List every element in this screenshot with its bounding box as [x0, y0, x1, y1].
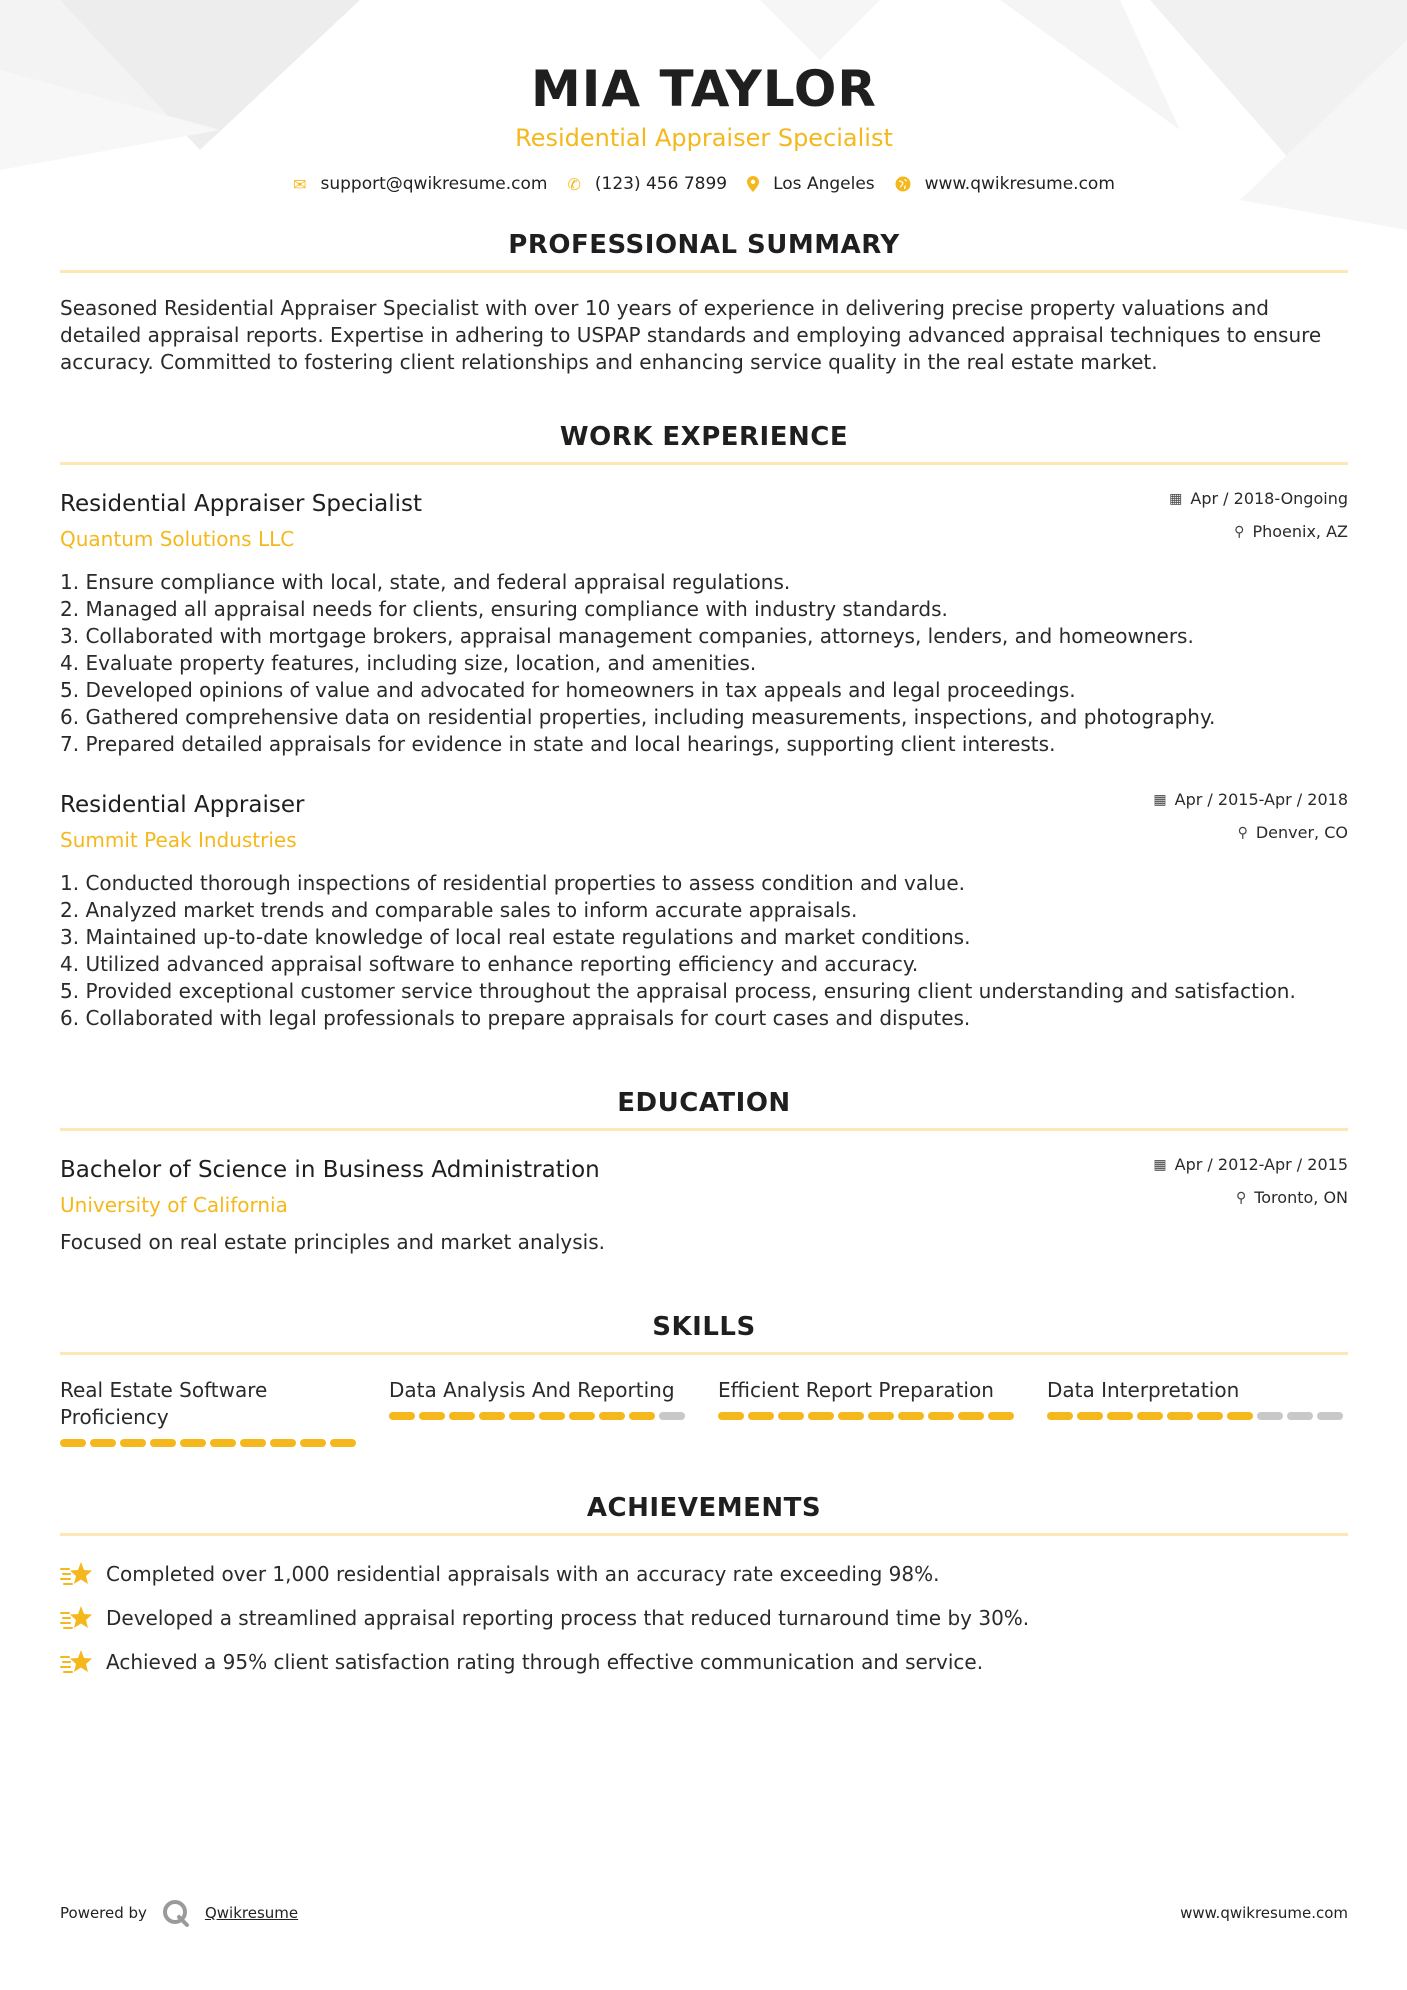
achievement-text: Developed a streamlined appraisal reporting process that reduced turnaround time by 30%. — [106, 1606, 1030, 1630]
skill-level-segment — [240, 1439, 266, 1447]
contact-phone[interactable] — [567, 174, 727, 194]
globe-icon — [895, 176, 911, 192]
summary-heading: PROFESSIONAL SUMMARY — [60, 230, 1348, 273]
skill-level-bar — [60, 1439, 360, 1447]
skill-level-segment — [1167, 1412, 1193, 1420]
education-heading: EDUCATION — [60, 1088, 1348, 1131]
phone-icon: ✆ — [567, 174, 581, 194]
achievement-text: Completed over 1,000 residential appraisals with an accuracy rate exceeding 98%. — [106, 1562, 940, 1586]
star-icon — [60, 1603, 94, 1633]
calendar-icon: ▦ — [1169, 491, 1183, 507]
brand-link[interactable]: Qwikresume — [204, 1904, 299, 1922]
star-icon — [60, 1559, 94, 1589]
skill-level-segment — [509, 1412, 535, 1420]
skill-level-segment — [868, 1412, 894, 1420]
resume-page — [60, 0, 1348, 1684]
achievement-item — [60, 1596, 1348, 1640]
skill-name: Real Estate Software Proficiency — [60, 1378, 268, 1429]
skill-level-segment — [718, 1412, 744, 1420]
education-entry — [60, 1155, 1348, 1256]
skill-item — [389, 1377, 689, 1447]
work-entries — [60, 489, 1348, 1032]
skill-name: Data Interpretation — [1047, 1378, 1240, 1402]
school: University of California — [60, 1193, 288, 1217]
pushpin-icon: ⚲ — [1234, 524, 1245, 540]
contact-bar — [60, 174, 1348, 194]
skill-level-segment — [90, 1439, 116, 1447]
skill-level-segment — [808, 1412, 834, 1420]
work-entry — [60, 790, 1348, 1032]
skill-level-segment — [1317, 1412, 1343, 1420]
footer — [60, 1898, 1348, 1928]
powered-by-label: Powered by — [60, 1904, 147, 1922]
job-bullet: 2. Analyzed market trends and comparable sales to inform accurate appraisals. — [60, 898, 858, 922]
qwikresume-logo — [161, 1898, 191, 1928]
website-text: www.qwikresume.com — [924, 174, 1115, 194]
skills-grid — [60, 1377, 1348, 1447]
work-section — [60, 422, 1348, 1032]
job-bullet: 2. Managed all appraisal needs for clients, ensuring compliance with industry standards. — [60, 597, 948, 621]
job-bullet: 4. Utilized advanced appraisal software to enhance reporting efficiency and accuracy. — [60, 952, 919, 976]
job-bullet: 5. Provided exceptional customer service throughout the appraisal process, ensuring client understanding and satisfaction. — [60, 979, 1296, 1003]
star-icon — [60, 1647, 94, 1677]
resume-header — [60, 0, 1348, 194]
job-bullet: 5. Developed opinions of value and advocated for homeowners in tax appeals and legal proceedings. — [60, 678, 1076, 702]
contact-email[interactable] — [293, 174, 547, 194]
summary-section — [60, 230, 1348, 376]
summary-text: Seasoned Residential Appraiser Specialist with over 10 years of experience in delivering precise property valuations and detailed appraisal reports. Expertise in adhering to USPAP standards and employing advanced appraisal techniques to ensure accuracy. Committed to fostering client relationships and enhancing service quality in the real estate market. — [60, 296, 1322, 374]
skill-level-segment — [150, 1439, 176, 1447]
job-location: Phoenix, AZ — [1252, 522, 1348, 541]
job-bullets — [60, 569, 1348, 758]
job-company: Summit Peak Industries — [60, 828, 297, 852]
skill-item — [718, 1377, 1018, 1447]
work-heading: WORK EXPERIENCE — [60, 422, 1348, 465]
skill-level-segment — [1197, 1412, 1223, 1420]
candidate-name: MIA TAYLOR — [531, 60, 877, 118]
skill-level-segment — [958, 1412, 984, 1420]
skill-level-segment — [449, 1412, 475, 1420]
job-bullet: 7. Prepared detailed appraisals for evidence in state and local hearings, supporting client interests. — [60, 732, 1056, 756]
skill-level-segment — [1227, 1412, 1253, 1420]
achievement-item — [60, 1640, 1348, 1684]
skill-level-segment — [599, 1412, 625, 1420]
job-bullet: 3. Collaborated with mortgage brokers, appraisal management companies, attorneys, lenders, and homeowners. — [60, 624, 1194, 648]
job-bullets — [60, 870, 1348, 1032]
skill-level-segment — [1137, 1412, 1163, 1420]
calendar-icon: ▦ — [1153, 792, 1167, 808]
phone-text: (123) 456 7899 — [594, 174, 728, 194]
work-entry — [60, 489, 1348, 758]
achievement-text: Achieved a 95% client satisfaction rating through effective communication and service. — [106, 1650, 984, 1674]
skill-level-segment — [778, 1412, 804, 1420]
job-bullet: 6. Gathered comprehensive data on residential properties, including measurements, inspections, and photography. — [60, 705, 1216, 729]
calendar-icon: ▦ — [1153, 1157, 1167, 1173]
job-bullet: 1. Conducted thorough inspections of residential properties to assess condition and value. — [60, 871, 965, 895]
envelope-icon: ✉ — [293, 174, 307, 194]
skill-level-segment — [1257, 1412, 1283, 1420]
job-role: Residential Appraiser Specialist — [60, 491, 423, 517]
skill-level-segment — [389, 1412, 415, 1420]
job-location: Denver, CO — [1255, 823, 1348, 842]
skill-level-segment — [569, 1412, 595, 1420]
skill-name: Data Analysis And Reporting — [389, 1378, 675, 1402]
achievements-section — [60, 1493, 1348, 1684]
email-text: support@qwikresume.com — [320, 174, 548, 194]
skill-level-segment — [300, 1439, 326, 1447]
skills-section — [60, 1312, 1348, 1447]
skill-level-segment — [270, 1439, 296, 1447]
education-location: Toronto, ON — [1254, 1188, 1348, 1207]
footer-website[interactable]: www.qwikresume.com — [1180, 1904, 1348, 1922]
contact-location — [747, 174, 875, 194]
education-section — [60, 1088, 1348, 1256]
job-dates: Apr / 2015-Apr / 2018 — [1174, 790, 1348, 809]
skill-level-segment — [60, 1439, 86, 1447]
skill-level-segment — [330, 1439, 356, 1447]
map-pin-icon — [747, 176, 759, 192]
achievements-heading: ACHIEVEMENTS — [60, 1493, 1348, 1536]
skill-level-segment — [1077, 1412, 1103, 1420]
candidate-title: Residential Appraiser Specialist — [515, 124, 893, 152]
pushpin-icon: ⚲ — [1237, 825, 1248, 841]
skills-heading: SKILLS — [60, 1312, 1348, 1355]
job-bullet: 6. Collaborated with legal professionals to prepare appraisals for court cases and disputes. — [60, 1006, 971, 1030]
skill-level-segment — [419, 1412, 445, 1420]
job-role: Residential Appraiser — [60, 792, 305, 818]
skill-level-segment — [120, 1439, 146, 1447]
skill-level-segment — [928, 1412, 954, 1420]
skill-level-segment — [629, 1412, 655, 1420]
location-text: Los Angeles — [773, 174, 875, 194]
pushpin-icon: ⚲ — [1235, 1190, 1247, 1206]
job-bullet: 3. Maintained up-to-date knowledge of local real estate regulations and market conditions. — [60, 925, 971, 949]
skill-level-bar — [718, 1412, 1018, 1420]
education-description: Focused on real estate principles and market analysis. — [60, 1230, 606, 1254]
skill-item — [1047, 1377, 1347, 1447]
skill-level-segment — [838, 1412, 864, 1420]
skill-level-bar — [389, 1412, 689, 1420]
contact-website[interactable] — [895, 174, 1115, 194]
skill-item — [60, 1377, 360, 1447]
skill-level-segment — [1287, 1412, 1313, 1420]
job-bullet: 1. Ensure compliance with local, state, and federal appraisal regulations. — [60, 570, 791, 594]
skill-level-bar — [1047, 1412, 1347, 1420]
job-company: Quantum Solutions LLC — [60, 527, 295, 551]
skill-level-segment — [1107, 1412, 1133, 1420]
skill-level-segment — [1047, 1412, 1073, 1420]
achievements-list — [60, 1552, 1348, 1684]
education-dates: Apr / 2012-Apr / 2015 — [1174, 1155, 1348, 1174]
degree: Bachelor of Science in Business Administration — [60, 1157, 600, 1183]
skill-level-segment — [748, 1412, 774, 1420]
skill-level-segment — [898, 1412, 924, 1420]
skill-level-segment — [539, 1412, 565, 1420]
skill-level-segment — [210, 1439, 236, 1447]
achievement-item — [60, 1552, 1348, 1596]
skill-level-segment — [180, 1439, 206, 1447]
skill-name: Efficient Report Preparation — [718, 1378, 994, 1402]
skill-level-segment — [659, 1412, 685, 1420]
skill-level-segment — [479, 1412, 505, 1420]
skill-level-segment — [988, 1412, 1014, 1420]
job-bullet: 4. Evaluate property features, including size, location, and amenities. — [60, 651, 757, 675]
job-dates: Apr / 2018-Ongoing — [1190, 489, 1348, 508]
